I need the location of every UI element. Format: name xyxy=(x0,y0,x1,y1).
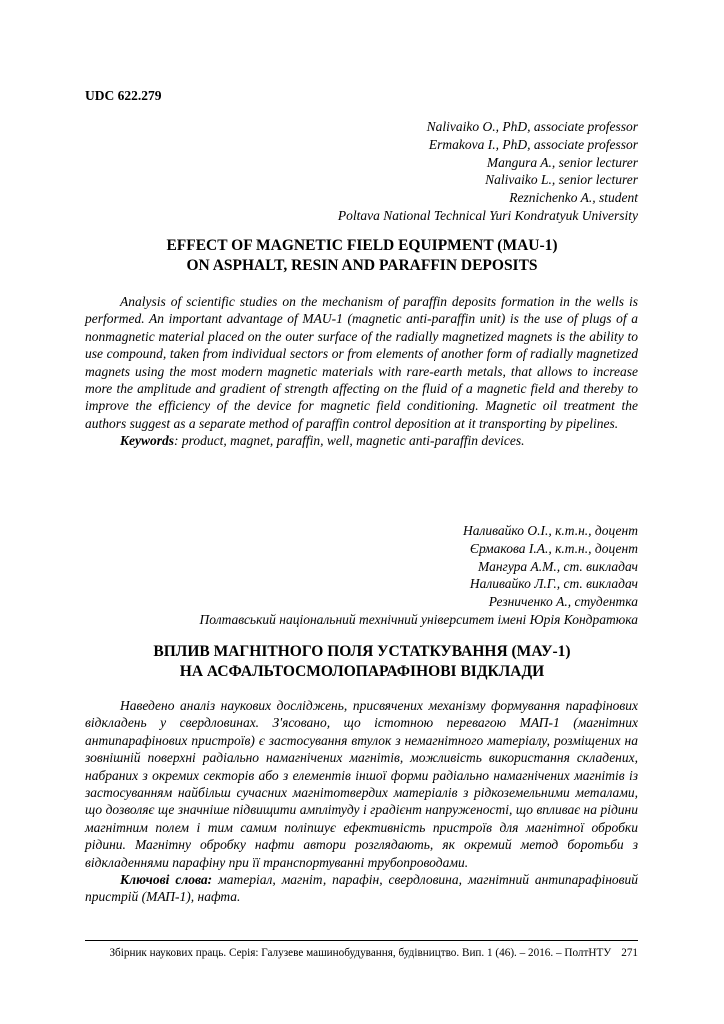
keywords-line xyxy=(85,432,638,449)
affiliation: Полтавський національний технічний університет імені Юрія Кондратюка xyxy=(199,611,638,627)
journal-citation: Збірник наукових праць. Серія: Галузеве машинобудування, будівництво. Вип. 1 (46). – 2016. – ПолтНТУ xyxy=(109,947,612,959)
title-line: ON ASPHALT, RESIN AND PARAFFIN DEPOSITS xyxy=(186,256,538,274)
keywords-label: Ключові слова: xyxy=(120,872,213,888)
author-line: Наливайко О.І., к.т.н., доцент xyxy=(463,523,638,538)
english-abstract xyxy=(85,293,638,450)
english-author-block xyxy=(338,118,638,225)
keywords-text: матеріал, магніт, парафін, свердловина, магнітний антипарафіновий пристрій (МАП-1), нафта. xyxy=(85,872,639,905)
author-line: Mangura A., senior lecturer xyxy=(486,154,638,170)
author-line: Ermakova I., PhD, associate professor xyxy=(428,136,638,152)
ukrainian-article-title xyxy=(60,642,664,681)
author-line: Nalivaiko O., PhD, associate professor xyxy=(426,119,638,134)
keywords-line xyxy=(85,871,638,906)
author-line: Мангура А.М., ст. викладач xyxy=(478,558,638,574)
title-line: EFFECT OF MAGNETIC FIELD EQUIPMENT (MAU-1) xyxy=(166,237,558,254)
english-article-title xyxy=(60,236,664,275)
ukrainian-abstract xyxy=(85,697,638,906)
page-number: 271 xyxy=(621,947,638,959)
title-line: ВПЛИВ МАГНІТНОГО ПОЛЯ УСТАТКУВАННЯ (МАУ-1) xyxy=(153,643,571,660)
footer-divider xyxy=(85,940,638,941)
author-line: Єрмакова І.А., к.т.н., доцент xyxy=(469,540,638,556)
author-line: Reznichenko A., student xyxy=(509,190,638,206)
author-line: Наливайко Л.Г., ст. викладач xyxy=(469,576,638,592)
page-footer xyxy=(85,947,638,959)
udc-code: UDC 622.279 xyxy=(85,88,162,103)
title-line: НА АСФАЛЬТОСМОЛОПАРАФІНОВІ ВІДКЛАДИ xyxy=(179,662,545,680)
abstract-text: Analysis of scientific studies on the mechanism of paraffin deposits formation in the wells is performed. An important advantage of MAU-1 (magnetic anti-paraffin unit) is the use of plugs of a nonmagnetic material placed on the outer surface of the radially magnetized magnets is the ability to use compound, taken from individual sectors or from elements of another form of radially magnetized magnets using the most modern magnetic materials with rare-earth metals, that allows to increase more the amplitude and gradient of strength affecting on the fluid of a magnetic field and thereby to improve the efficiency of the device for magnetic field conditioning. Magnetic oil treatment the authors suggest as a separate method of paraffin control deposition at it transporting by pipelines. xyxy=(85,294,638,431)
keywords-label: Keywords xyxy=(120,433,174,449)
abstract-text: Наведено аналіз наукових досліджень, присвячених механізму формування парафінових відкладень у свердловинах. З'ясовано, що істотною перевагою МАП-1 (магнітних антипарафінових пристроїв) є застосування втулок з немагнітного матеріалу, розміщених на зовнішній поверхні радіально намагнічених магнітів, можливість використання складених, набраних з окремих секторів або з елементів іншої форми радіально намагнічених магнітів із застосуванням найбільш сучасних магнітотвердих матеріалів з рідкоземельними металами, що дозволяє ще значніше підвищити амплітуду і градієнт напруженості, що впливає на рідини магнітним полем і тим самим поліпшує ефективність пристроїв для магнітної обробки рідини. Магнітну обробку нафти автори розглядають, як окремий метод боротьби з відкладеннями парафіну при її транспортуванні трубопроводами. xyxy=(85,698,638,870)
author-line: Резниченко А., студентка xyxy=(488,594,638,610)
author-line: Nalivaiko L., senior lecturer xyxy=(485,172,638,188)
affiliation: Poltava National Technical Yuri Kondratyuk University xyxy=(337,207,638,223)
ukrainian-author-block xyxy=(200,522,638,629)
keywords-text: : product, magnet, paraffin, well, magnetic anti-paraffin devices. xyxy=(174,433,525,449)
